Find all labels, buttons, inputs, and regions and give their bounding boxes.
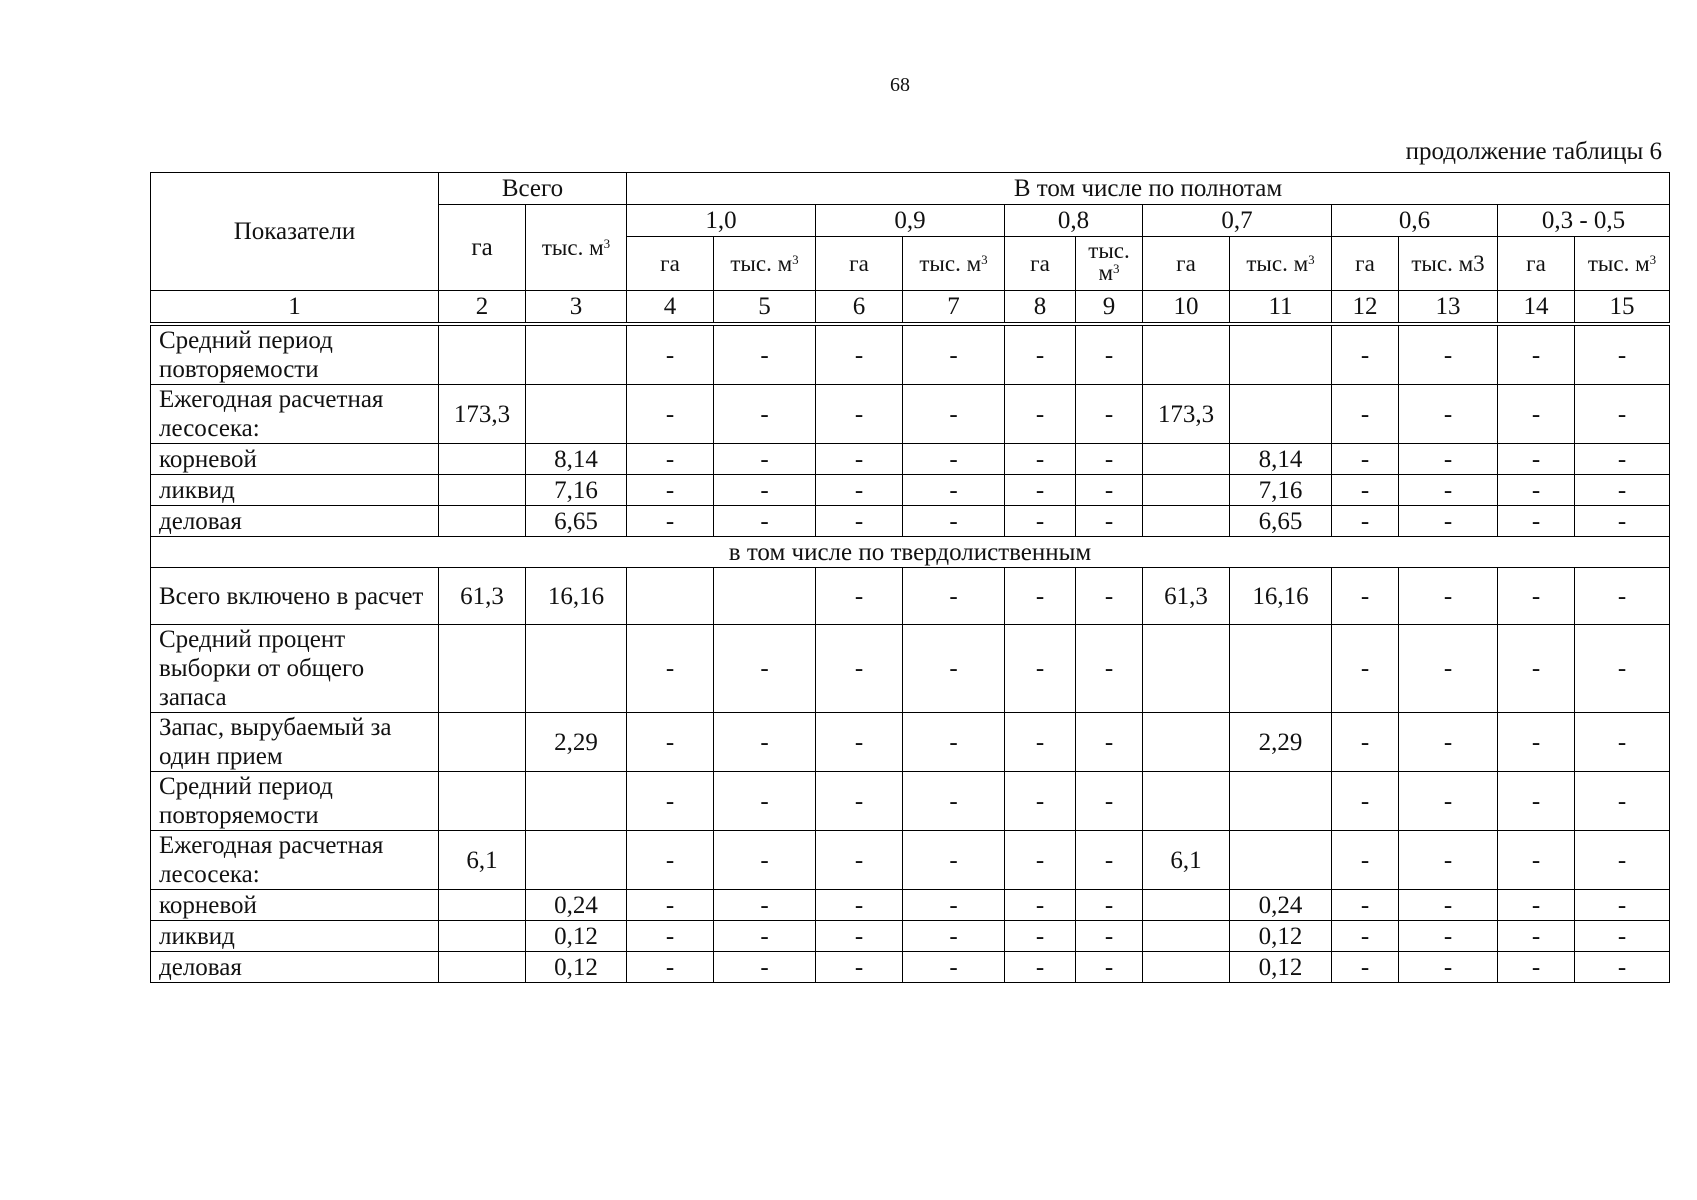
table-cell: - xyxy=(1332,921,1399,952)
table-cell: 6,1 xyxy=(439,831,526,890)
table-cell: - xyxy=(903,831,1005,890)
table-cell: - xyxy=(903,921,1005,952)
table-cell: - xyxy=(1498,921,1575,952)
table-cell: - xyxy=(1076,324,1143,385)
table-row xyxy=(151,568,1670,625)
table-cell xyxy=(439,324,526,385)
table-cell: - xyxy=(1005,772,1076,831)
table-cell: - xyxy=(1498,568,1575,625)
table-cell: - xyxy=(1076,921,1143,952)
table-cell: - xyxy=(1575,713,1670,772)
section-row xyxy=(151,537,1670,568)
table-cell: 0,12 xyxy=(1230,952,1332,983)
table-cell: - xyxy=(1005,831,1076,890)
table-cell: - xyxy=(903,475,1005,506)
header-indicator: Показатели xyxy=(151,173,439,291)
table-cell: - xyxy=(627,444,714,475)
table-cell: - xyxy=(1498,772,1575,831)
table-cell: - xyxy=(1332,324,1399,385)
table-cell: - xyxy=(627,506,714,537)
table-cell: - xyxy=(1575,772,1670,831)
table-cell: - xyxy=(1332,385,1399,444)
table-row xyxy=(151,890,1670,921)
table-cell: - xyxy=(1399,921,1498,952)
header-volume: тыс. $м^3$ xyxy=(1575,237,1670,291)
table-cell: - xyxy=(714,831,816,890)
table-cell: - xyxy=(1076,713,1143,772)
column-number: 10 xyxy=(1143,291,1230,325)
header-ha: га xyxy=(627,237,714,291)
table-cell xyxy=(439,444,526,475)
page-number: 68 xyxy=(890,74,910,96)
table-cell xyxy=(1230,324,1332,385)
table-cell: - xyxy=(1399,713,1498,772)
table-cell: - xyxy=(816,475,903,506)
table-cell: - xyxy=(627,475,714,506)
table-cell: - xyxy=(1332,890,1399,921)
table-cell xyxy=(1143,506,1230,537)
table-cell: - xyxy=(1076,890,1143,921)
table-cell: - xyxy=(1076,952,1143,983)
table-row xyxy=(151,625,1670,713)
row-label: корневой xyxy=(151,890,439,921)
table-cell: 173,3 xyxy=(1143,385,1230,444)
row-label: деловая xyxy=(151,952,439,983)
table-cell: - xyxy=(627,772,714,831)
column-number: 1 xyxy=(151,291,439,325)
header-density: 1,0 xyxy=(627,205,816,237)
table-cell: - xyxy=(903,952,1005,983)
table-cell: - xyxy=(1076,568,1143,625)
column-number: 12 xyxy=(1332,291,1399,325)
table-cell: - xyxy=(1498,625,1575,713)
header-total: Всего xyxy=(439,173,627,205)
table-cell: - xyxy=(714,506,816,537)
table-cell: - xyxy=(1005,506,1076,537)
table-cell: - xyxy=(1076,385,1143,444)
table-cell: - xyxy=(1332,568,1399,625)
table-cell: - xyxy=(1498,713,1575,772)
header-density: 0,3 - 0,5 xyxy=(1498,205,1670,237)
table-cell: - xyxy=(1575,890,1670,921)
table-cell: - xyxy=(714,625,816,713)
table-cell xyxy=(627,568,714,625)
table-cell: - xyxy=(1399,831,1498,890)
header-total-ha: га xyxy=(439,205,526,291)
column-number: 3 xyxy=(526,291,627,325)
table-caption: продолжение таблицы 6 xyxy=(1405,138,1662,165)
table-cell: - xyxy=(1005,324,1076,385)
header-density: 0,8 xyxy=(1005,205,1143,237)
column-number: 14 xyxy=(1498,291,1575,325)
row-label: Ежегодная расчетная лесосека: xyxy=(151,831,439,890)
table-cell: - xyxy=(816,952,903,983)
header-density: 0,6 xyxy=(1332,205,1498,237)
table-cell: - xyxy=(1575,625,1670,713)
table-cell: - xyxy=(1399,890,1498,921)
table-cell xyxy=(1230,385,1332,444)
table-cell: - xyxy=(1498,475,1575,506)
table-cell xyxy=(1143,952,1230,983)
table-cell: - xyxy=(903,444,1005,475)
table-cell: - xyxy=(714,713,816,772)
table-cell: - xyxy=(1575,444,1670,475)
table-cell xyxy=(439,921,526,952)
table-cell: - xyxy=(1076,506,1143,537)
table-cell: - xyxy=(1399,952,1498,983)
table-row xyxy=(151,952,1670,983)
table-cell: - xyxy=(1332,952,1399,983)
table-cell: 173,3 xyxy=(439,385,526,444)
header-ha: га xyxy=(1005,237,1076,291)
table-cell: - xyxy=(903,385,1005,444)
table-cell: 6,1 xyxy=(1143,831,1230,890)
table-cell: 2,29 xyxy=(526,713,627,772)
table-cell xyxy=(1143,324,1230,385)
row-label: Средний процент выборки от общего запаса xyxy=(151,625,439,713)
column-number: 15 xyxy=(1575,291,1670,325)
table-cell xyxy=(1143,713,1230,772)
row-label: деловая xyxy=(151,506,439,537)
column-number: 13 xyxy=(1399,291,1498,325)
table-cell: - xyxy=(1332,625,1399,713)
table-cell xyxy=(1230,831,1332,890)
table-cell: 16,16 xyxy=(1230,568,1332,625)
table-cell: - xyxy=(627,890,714,921)
table-cell xyxy=(1143,772,1230,831)
table-cell: - xyxy=(1575,324,1670,385)
table-cell: - xyxy=(1005,625,1076,713)
table-cell: - xyxy=(1498,831,1575,890)
table-cell xyxy=(439,952,526,983)
data-table xyxy=(150,172,1670,983)
table-cell: - xyxy=(1005,568,1076,625)
table-cell: - xyxy=(816,625,903,713)
table-cell: - xyxy=(1399,625,1498,713)
table-cell: - xyxy=(1575,506,1670,537)
column-number: 4 xyxy=(627,291,714,325)
table-cell: - xyxy=(714,444,816,475)
column-number: 7 xyxy=(903,291,1005,325)
table-cell: - xyxy=(1575,952,1670,983)
row-label: Ежегодная расчетная лесосека: xyxy=(151,385,439,444)
table-cell xyxy=(1143,625,1230,713)
table-cell xyxy=(1143,444,1230,475)
row-label: Средний период повторяемости xyxy=(151,324,439,385)
table-cell: - xyxy=(1332,772,1399,831)
column-number: 2 xyxy=(439,291,526,325)
header-volume: тыс. $м^3$ xyxy=(1230,237,1332,291)
table-cell: - xyxy=(1498,890,1575,921)
table-cell: - xyxy=(816,890,903,921)
header-volume: тыс. $м^3$ xyxy=(903,237,1005,291)
table-cell xyxy=(714,568,816,625)
table-cell: - xyxy=(1575,475,1670,506)
table-row xyxy=(151,772,1670,831)
table-cell: - xyxy=(1005,921,1076,952)
table-cell: 7,16 xyxy=(526,475,627,506)
table-cell: - xyxy=(714,952,816,983)
table-cell: - xyxy=(903,713,1005,772)
table-cell: - xyxy=(627,713,714,772)
table-cell: 16,16 xyxy=(526,568,627,625)
table-cell: - xyxy=(1005,385,1076,444)
table-row xyxy=(151,475,1670,506)
table-cell: - xyxy=(903,772,1005,831)
table-cell xyxy=(439,772,526,831)
table-cell: - xyxy=(816,506,903,537)
table-cell xyxy=(439,475,526,506)
table-cell: - xyxy=(1575,921,1670,952)
table-cell: - xyxy=(903,568,1005,625)
table-row xyxy=(151,324,1670,385)
table-cell: 0,24 xyxy=(1230,890,1332,921)
table-cell: - xyxy=(1399,385,1498,444)
header-density: 0,7 xyxy=(1143,205,1332,237)
table-row xyxy=(151,506,1670,537)
table-cell: - xyxy=(1005,713,1076,772)
header-ha: га xyxy=(1498,237,1575,291)
section-title: в том числе по твердолиственным xyxy=(151,537,1670,568)
table-cell xyxy=(439,713,526,772)
table-cell: - xyxy=(1332,713,1399,772)
table-cell: 61,3 xyxy=(439,568,526,625)
table-cell: - xyxy=(1498,444,1575,475)
table-cell xyxy=(439,890,526,921)
table-cell xyxy=(526,772,627,831)
row-label: Средний период повторяемости xyxy=(151,772,439,831)
table-cell: - xyxy=(627,921,714,952)
table-cell: - xyxy=(816,385,903,444)
table-cell: - xyxy=(627,952,714,983)
table-cell: - xyxy=(816,324,903,385)
table-cell: 6,65 xyxy=(526,506,627,537)
table-cell: 2,29 xyxy=(1230,713,1332,772)
row-label: корневой xyxy=(151,444,439,475)
table-cell: - xyxy=(1005,475,1076,506)
table-cell: 61,3 xyxy=(1143,568,1230,625)
table-cell: - xyxy=(714,385,816,444)
table-cell: - xyxy=(1399,324,1498,385)
table-cell: - xyxy=(816,831,903,890)
table-cell: - xyxy=(1332,506,1399,537)
row-label: Всего включено в расчет xyxy=(151,568,439,625)
table-cell: - xyxy=(1332,475,1399,506)
table-cell: 7,16 xyxy=(1230,475,1332,506)
table-cell: - xyxy=(1498,506,1575,537)
table-cell xyxy=(526,324,627,385)
table-cell: - xyxy=(714,772,816,831)
header-volume: тыс. $м^3$ xyxy=(1076,237,1143,291)
header-volume: тыс. $м^3$ xyxy=(714,237,816,291)
row-label: ликвид xyxy=(151,475,439,506)
table-cell: - xyxy=(1575,831,1670,890)
header-volume: тыс. м3 xyxy=(1399,237,1498,291)
table-cell xyxy=(526,625,627,713)
table-cell: - xyxy=(1005,952,1076,983)
table-cell: - xyxy=(1076,772,1143,831)
table-cell: - xyxy=(1399,506,1498,537)
table-cell: - xyxy=(1076,625,1143,713)
column-number: 6 xyxy=(816,291,903,325)
table-cell: - xyxy=(714,890,816,921)
table-cell: 6,65 xyxy=(1230,506,1332,537)
table-cell: - xyxy=(816,444,903,475)
table-cell: - xyxy=(1076,444,1143,475)
table-cell: - xyxy=(1076,475,1143,506)
table-cell: - xyxy=(816,713,903,772)
column-number: 8 xyxy=(1005,291,1076,325)
header-density: 0,9 xyxy=(816,205,1005,237)
table-cell: - xyxy=(627,831,714,890)
table-cell: - xyxy=(903,625,1005,713)
table-cell xyxy=(526,385,627,444)
table-cell: - xyxy=(714,921,816,952)
table-cell xyxy=(1230,625,1332,713)
header-ha: га xyxy=(816,237,903,291)
table-cell xyxy=(1143,890,1230,921)
table-cell: - xyxy=(816,568,903,625)
table-row xyxy=(151,713,1670,772)
table-cell xyxy=(1230,772,1332,831)
table-cell: - xyxy=(1399,772,1498,831)
table-cell: - xyxy=(903,506,1005,537)
table-cell: 8,14 xyxy=(1230,444,1332,475)
table-row xyxy=(151,921,1670,952)
table-cell: - xyxy=(816,772,903,831)
table-cell: - xyxy=(903,324,1005,385)
table-row xyxy=(151,385,1670,444)
table-cell: - xyxy=(903,890,1005,921)
column-number: 11 xyxy=(1230,291,1332,325)
table-cell: - xyxy=(1575,568,1670,625)
row-label: ликвид xyxy=(151,921,439,952)
table-cell: - xyxy=(1399,475,1498,506)
table-cell xyxy=(439,506,526,537)
table-cell xyxy=(1143,921,1230,952)
column-number-row xyxy=(151,291,1670,325)
header-ha: га xyxy=(1332,237,1399,291)
table-cell: - xyxy=(714,475,816,506)
table-cell: 0,12 xyxy=(1230,921,1332,952)
table-cell: - xyxy=(816,921,903,952)
table-cell: 0,12 xyxy=(526,952,627,983)
table-cell: - xyxy=(1498,385,1575,444)
column-number: 9 xyxy=(1076,291,1143,325)
table-cell: - xyxy=(1498,952,1575,983)
table-cell: - xyxy=(714,324,816,385)
table-cell xyxy=(439,625,526,713)
table-cell: - xyxy=(1076,831,1143,890)
table-cell: 0,12 xyxy=(526,921,627,952)
table-cell: - xyxy=(1498,324,1575,385)
table-cell: 8,14 xyxy=(526,444,627,475)
table-row xyxy=(151,444,1670,475)
table-cell: - xyxy=(1332,831,1399,890)
header-by-density: В том числе по полнотам xyxy=(627,173,1670,205)
table-row xyxy=(151,831,1670,890)
column-number: 5 xyxy=(714,291,816,325)
table-cell: - xyxy=(1575,385,1670,444)
table-cell: - xyxy=(1005,444,1076,475)
table-cell xyxy=(526,831,627,890)
header-total-volume: тыс. $м^3$ xyxy=(526,205,627,291)
table-cell: 0,24 xyxy=(526,890,627,921)
table-cell xyxy=(1143,475,1230,506)
table-cell: - xyxy=(1005,890,1076,921)
row-label: Запас, вырубаемый за один прием xyxy=(151,713,439,772)
header-ha: га xyxy=(1143,237,1230,291)
table-cell: - xyxy=(1399,568,1498,625)
table-cell: - xyxy=(1332,444,1399,475)
table-cell: - xyxy=(627,625,714,713)
table-cell: - xyxy=(627,324,714,385)
table-cell: - xyxy=(1399,444,1498,475)
table-cell: - xyxy=(627,385,714,444)
